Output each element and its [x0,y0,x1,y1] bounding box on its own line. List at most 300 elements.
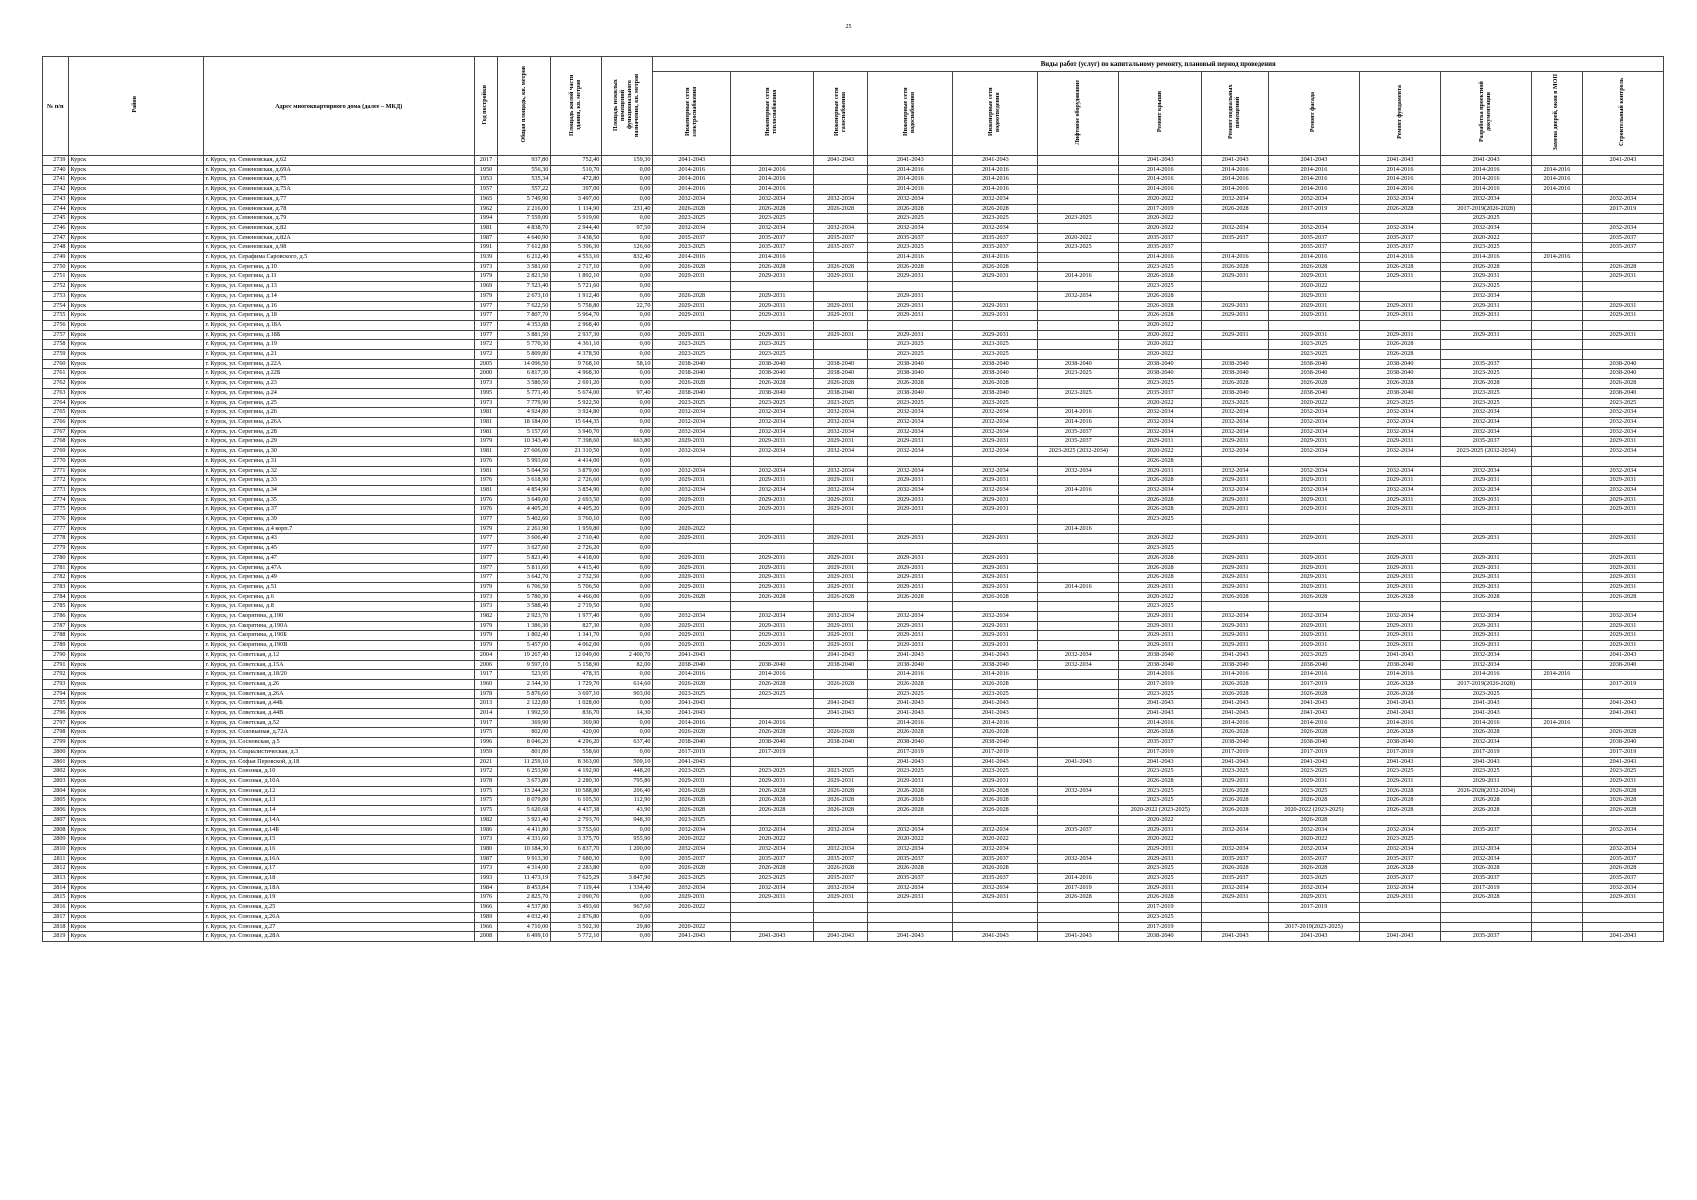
table-cell: 2014-2016 [1202,175,1269,185]
table-cell: 2035-2037 [1582,874,1663,884]
table-cell: 2020-2022 [653,903,731,913]
table-cell: г. Курск, ул. Серегина, д.18Б [203,330,474,340]
table-cell: 7 523,40 [498,282,551,292]
table-cell: 1973 [474,262,497,272]
table-cell: 2038-2040 [953,388,1038,398]
table-cell: 2029-2031 [1202,621,1269,631]
table-cell [1531,214,1582,224]
table-cell: 2041-2043 [1582,699,1663,709]
table-cell: 0,00 [602,476,653,486]
table-cell: 2041-2043 [1582,932,1663,942]
table-cell [814,757,868,767]
table-cell: г. Курск, ул. Серегина, д.19 [203,340,474,350]
table-cell [1038,621,1119,631]
header-total-area: Общая площадь, кв. метров [498,57,551,156]
table-cell [1531,505,1582,515]
table-cell: 2014-2016 [1038,524,1119,534]
table-cell: 2026-2028 [1269,815,1359,825]
table-cell: 2014-2016 [1531,718,1582,728]
table-cell: 2014-2016 [1038,874,1119,884]
table-cell: 4 710,00 [498,922,551,932]
table-cell [1531,437,1582,447]
table-cell: 2041-2043 [814,699,868,709]
table-cell: 2032-2034 [814,844,868,854]
table-cell: Курск [68,524,203,534]
table-cell: 2029-2031 [731,893,814,903]
table-cell: 2017-2019(2026-2028) [1441,679,1531,689]
table-cell: 0,00 [602,912,653,922]
table-cell: 2032-2034 [814,825,868,835]
table-cell [1582,165,1663,175]
table-cell: 2014-2016 [1359,185,1441,195]
table-cell: 2029-2031 [1441,330,1531,340]
table-cell: 2808 [43,825,69,835]
table-row [43,544,1664,554]
table-cell: г. Курск, ул. Серегина, д.24 [203,388,474,398]
table-cell: 2753 [43,291,69,301]
table-cell: Курск [68,204,203,214]
table-cell: 2026-2028 [1202,786,1269,796]
table-cell: 2032-2034 [953,447,1038,457]
table-cell: 637,40 [602,738,653,748]
table-cell: 2029-2031 [1359,573,1441,583]
table-cell [1038,844,1119,854]
table-cell: 2038-2040 [814,660,868,670]
table-cell: 5 771,40 [498,388,551,398]
table-cell [1359,544,1441,554]
table-cell: Курск [68,553,203,563]
table-cell: 2032-2034 [953,417,1038,427]
table-cell [814,253,868,263]
table-cell: 22,70 [602,301,653,311]
table-cell [1531,330,1582,340]
table-cell: 397,00 [551,185,602,195]
table-cell: 5 780,30 [498,592,551,602]
table-cell: 1953 [474,175,497,185]
table-cell: 10 588,80 [551,786,602,796]
table-cell: Курск [68,699,203,709]
table-cell: 2032-2034 [1269,612,1359,622]
table-cell: 2020-2022 [1119,835,1202,845]
table-cell [1441,602,1531,612]
table-cell: 2004 [474,650,497,660]
table-cell: 1969 [474,282,497,292]
table-cell: 2035-2037 [1441,359,1531,369]
table-cell: 2026-2028 [1269,592,1359,602]
table-cell [1359,320,1441,330]
table-cell [1038,476,1119,486]
table-cell [814,602,868,612]
table-cell [1038,670,1119,680]
table-cell: 0,00 [602,495,653,505]
table-cell: 1979 [474,291,497,301]
table-cell: 2029-2031 [731,534,814,544]
table-cell: 2041-2043 [868,709,953,719]
table-cell: 2029-2031 [1269,631,1359,641]
table-cell: 10 343,40 [498,437,551,447]
table-cell [1038,311,1119,321]
table-cell: 2029-2031 [653,631,731,641]
table-cell: 2014-2016 [653,165,731,175]
table-cell: 2029-2031 [1441,476,1531,486]
table-cell [1202,282,1269,292]
table-cell: 1973 [474,835,497,845]
table-cell: 2026-2028 [1441,592,1531,602]
table-cell: 2023-2025 [868,214,953,224]
table-cell: 2029-2031 [1119,854,1202,864]
table-cell [868,524,953,534]
table-cell: 2029-2031 [1202,534,1269,544]
table-row [43,718,1664,728]
table-cell [1269,320,1359,330]
table-cell: 1987 [474,233,497,243]
table-cell: 2017-2019 [1119,747,1202,757]
table-row [43,495,1664,505]
table-cell: 7 559,00 [498,214,551,224]
table-cell: 2029-2031 [1119,631,1202,641]
table-cell [1441,350,1531,360]
table-cell: 2035-2037 [1269,233,1359,243]
table-cell [868,903,953,913]
table-cell: 2041-2043 [953,709,1038,719]
table-cell: г. Курск, ул. Союзная, д.16А [203,854,474,864]
table-cell: 2032-2034 [868,223,953,233]
table-cell: 2026-2028 [868,864,953,874]
table-cell [1038,301,1119,311]
table-cell: г. Курск, ул. Союзная, д.14А [203,815,474,825]
table-cell [1582,815,1663,825]
table-cell: 2795 [43,699,69,709]
table-cell: г. Курск, ул. Серегина, д.4 корп.7 [203,524,474,534]
table-cell: 1 977,40 [551,612,602,622]
table-row [43,359,1664,369]
table-cell: 2026-2028 [653,806,731,816]
table-cell: 2026-2028 [953,379,1038,389]
table-cell: 2032-2034 [653,194,731,204]
table-cell: Курск [68,437,203,447]
table-cell: 2029-2031 [1359,495,1441,505]
table-cell: 0,00 [602,699,653,709]
table-cell: Курск [68,602,203,612]
table-cell: 2026-2028 [1269,864,1359,874]
table-cell: г. Курск, ул. Советская, д.44В [203,709,474,719]
table-cell: 0,00 [602,524,653,534]
table-cell [1038,912,1119,922]
table-cell [1359,922,1441,932]
table-row [43,641,1664,651]
table-cell: 97,40 [602,388,653,398]
table-cell: 1950 [474,165,497,175]
table-cell [953,602,1038,612]
table-cell: 0,00 [602,854,653,864]
table-cell: 2035-2037 [1038,427,1119,437]
table-cell: 2038-2040 [1119,369,1202,379]
table-cell: 4 466,00 [551,592,602,602]
table-cell: 2032-2034 [1202,466,1269,476]
table-cell: 2026-2028 [1038,893,1119,903]
table-cell: 4 353,88 [498,320,551,330]
table-cell: 1 341,70 [551,631,602,641]
table-cell: 2029-2031 [953,893,1038,903]
table-cell: 2029-2031 [814,777,868,787]
table-row [43,330,1664,340]
table-cell: 2017-2019(2023-2025) [1269,922,1359,932]
table-cell: Курск [68,893,203,903]
table-cell: 2746 [43,223,69,233]
table-cell: 2026-2028 [953,796,1038,806]
table-cell: 2035-2037 [953,854,1038,864]
table-cell [1582,175,1663,185]
table-cell: 2032-2034 [1441,427,1531,437]
table-row [43,301,1664,311]
table-cell: 2032-2034 [731,194,814,204]
table-cell: 1996 [474,738,497,748]
table-cell: 1959 [474,747,497,757]
table-cell [1359,456,1441,466]
table-cell [1531,679,1582,689]
table-cell: 2026-2028 [653,291,731,301]
table-cell: 2029-2031 [1582,553,1663,563]
table-cell: 2023-2025 [653,815,731,825]
table-cell: 2757 [43,330,69,340]
table-cell [1582,515,1663,525]
table-cell: 2029-2031 [1202,311,1269,321]
table-cell: 2029-2031 [1441,301,1531,311]
table-cell: 1975 [474,796,497,806]
table-cell: 2032-2034 [1582,466,1663,476]
table-cell: г. Курск, ул. Серегина, д.26А [203,417,474,427]
table-cell [1038,194,1119,204]
table-cell: 1966 [474,903,497,913]
table-cell: 2026-2028 [814,806,868,816]
table-cell: 2802 [43,767,69,777]
table-cell: 2032-2034 [953,408,1038,418]
table-cell: 1975 [474,786,497,796]
table-cell [953,912,1038,922]
table-cell: Курск [68,156,203,166]
table-cell: 2017-2019 [953,747,1038,757]
table-cell: 472,80 [551,175,602,185]
table-cell: 2014-2016 [868,253,953,263]
table-cell: 2029-2031 [868,311,953,321]
table-cell: 2032-2034 [731,223,814,233]
table-cell: 1986 [474,825,497,835]
table-cell: 2017-2019 [1202,747,1269,757]
table-cell: 2029-2031 [731,553,814,563]
table-cell: 2032-2034 [814,417,868,427]
table-cell: 1979 [474,631,497,641]
table-cell: г. Курск, ул. Союзная, д.13 [203,796,474,806]
table-cell: 2817 [43,912,69,922]
table-cell: 2029-2031 [814,563,868,573]
table-cell: 2026-2028 [1359,806,1441,816]
table-cell [953,515,1038,525]
table-cell [1269,214,1359,224]
table-cell: 0,00 [602,621,653,631]
table-cell: 0,00 [602,893,653,903]
table-cell: 2026-2028 [1441,796,1531,806]
table-row [43,738,1664,748]
table-cell: 2035-2037 [868,854,953,864]
table-cell: 2041-2043 [868,757,953,767]
table-cell: 2026-2028 [1202,204,1269,214]
table-cell [868,515,953,525]
table-cell: 2032-2034 [953,825,1038,835]
table-cell: 2032-2034 [814,485,868,495]
table-cell: 2020-2022 [868,835,953,845]
table-cell: 2029-2031 [1441,621,1531,631]
table-cell: 2017-2019 [731,747,814,757]
table-cell: 2041-2043 [653,650,731,660]
table-cell [1531,660,1582,670]
table-cell: 2020-2022 [1119,398,1202,408]
table-cell: 2026-2028 [1582,796,1663,806]
table-cell [1531,912,1582,922]
table-cell: 2023-2025 [814,767,868,777]
table-cell [1269,602,1359,612]
table-cell: 2041-2043 [1582,709,1663,719]
table-cell: 2014-2016 [1269,165,1359,175]
table-cell: 2797 [43,718,69,728]
table-cell: 6 706,50 [498,582,551,592]
table-cell: 2020-2022 [1119,815,1202,825]
table-cell: 2014-2016 [731,670,814,680]
header-work-8: Ремонт фасада [1269,72,1359,156]
table-cell: 2029-2031 [1582,582,1663,592]
table-cell: Курск [68,670,203,680]
table-row [43,534,1664,544]
header-nonliving-area: Площадь нежилых помещений функционального назначения, кв. метров [602,57,653,156]
table-cell: 2029-2031 [1202,563,1269,573]
table-cell: 9 913,30 [498,854,551,864]
table-cell [1531,854,1582,864]
table-cell: 2032-2034 [1582,408,1663,418]
table-cell [1269,544,1359,554]
table-cell: 2035-2037 [1269,854,1359,864]
table-cell [731,922,814,932]
table-cell: 2 344,30 [498,679,551,689]
table-cell: 2029-2031 [814,582,868,592]
table-cell [1038,815,1119,825]
table-cell: 2029-2031 [868,476,953,486]
table-cell: 1981 [474,223,497,233]
table-cell: 2032-2034 [731,427,814,437]
table-cell [1531,844,1582,854]
table-row [43,815,1664,825]
table-cell: 2032-2034 [653,466,731,476]
table-cell [814,214,868,224]
table-row [43,864,1664,874]
table-cell: 4 062,00 [551,641,602,651]
table-cell: 2023-2025 [868,398,953,408]
table-cell: 2023-2025 [868,243,953,253]
table-cell: 2026-2028 [814,592,868,602]
table-cell: 0,00 [602,417,653,427]
table-cell: 2026-2028 [1119,476,1202,486]
table-cell: 2026-2028 [1359,689,1441,699]
table-cell [1441,835,1531,845]
table-cell: 2023-2025 [653,340,731,350]
table-cell [814,747,868,757]
table-cell: 2029-2031 [1269,437,1359,447]
table-cell: 802,00 [498,728,551,738]
table-cell: 2017-2019 [1119,922,1202,932]
table-cell: 2014-2016 [1038,408,1119,418]
table-cell: 2014-2016 [1531,253,1582,263]
table-cell: Курск [68,621,203,631]
table-cell [1582,922,1663,932]
table-cell [1441,515,1531,525]
table-cell: 2773 [43,485,69,495]
table-cell: 2803 [43,777,69,787]
table-cell [1582,689,1663,699]
table-cell: 2029-2031 [953,311,1038,321]
table-cell: 2029-2031 [814,495,868,505]
table-cell: 2014-2016 [1202,185,1269,195]
table-cell: г. Курск, ул. Союзная, д.14 [203,806,474,816]
table-cell [953,282,1038,292]
table-cell [1359,602,1441,612]
table-cell: 2032-2034 [1441,485,1531,495]
table-row [43,320,1664,330]
table-cell: 6 817,30 [498,369,551,379]
table-cell: г. Курск, ул. Скорятина, д.190А [203,621,474,631]
table-cell: 2764 [43,398,69,408]
table-cell: 0,00 [602,398,653,408]
table-cell: 5 964,70 [551,311,602,321]
table-cell [1531,835,1582,845]
table-cell: 967,60 [602,903,653,913]
table-cell: 2778 [43,534,69,544]
table-cell: 1979 [474,524,497,534]
table-cell: 2032-2034 [1441,466,1531,476]
table-cell: 0,00 [602,670,653,680]
table-cell: 2014-2016 [1441,185,1531,195]
table-cell [1531,340,1582,350]
table-cell: 2023-2025 [1441,767,1531,777]
table-cell: 2023-2025 [731,350,814,360]
table-row [43,786,1664,796]
table-cell: 2026-2028 [1269,728,1359,738]
table-cell: 2763 [43,388,69,398]
table-cell [1531,369,1582,379]
table-cell: 2023-2025 [731,874,814,884]
table-row [43,165,1664,175]
table-cell: Курск [68,398,203,408]
table-row [43,194,1664,204]
table-cell [731,699,814,709]
table-cell: 2041-2043 [1441,156,1531,166]
table-cell: 97,50 [602,223,653,233]
table-cell: 2029-2031 [1202,553,1269,563]
table-cell: 3 760,10 [551,515,602,525]
header-work-9: Ремонт фундамента [1359,72,1441,156]
table-cell: 27 606,00 [498,447,551,457]
table-cell: 2023-2025 [1359,767,1441,777]
table-cell: 1965 [474,194,497,204]
table-cell: 2023-2025 [868,767,953,777]
table-cell [1582,544,1663,554]
table-cell: 2029-2031 [1582,476,1663,486]
table-cell [1038,185,1119,195]
table-cell [1038,320,1119,330]
header-work-12: Строительный контроль [1582,72,1663,156]
table-cell: 2026-2028 [868,592,953,602]
table-cell [1038,796,1119,806]
table-cell: 2767 [43,427,69,437]
table-cell: 2029-2031 [653,553,731,563]
table-cell: 2041-2043 [653,757,731,767]
